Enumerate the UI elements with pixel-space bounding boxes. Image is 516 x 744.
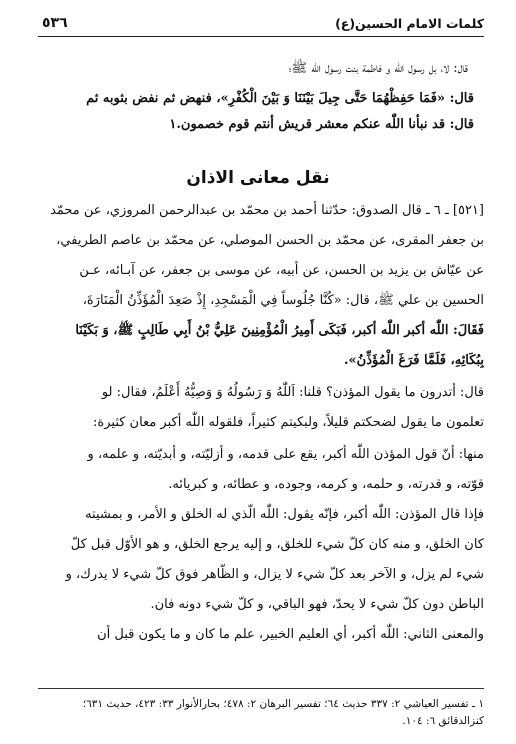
footnote-divider <box>38 688 484 689</box>
text-line: الحسين بن علي ﷺ، قال: «كُنَّا جُلُوساً فِي الْمَسْجِدِ، إِذْ صَعِدَ الْمُؤَذِّنُ الْمَنَارَةَ، <box>82 293 484 308</box>
text-line: فَقَالَ: اللّٰه أكبر اللّٰه أكبر، فَبَكَى أَمِيرُ الْمُؤْمِنِينَ عَلِيُّ بْنُ أَبِي طَالِبٍ ﷺ، وَ بَكَيْنَا <box>75 323 484 338</box>
text-line: شيء لم يزل، و الآخر بعد كلّ شيء لا يزال، و الظّاهر فوق كلّ شيء لا يدرك، و <box>65 567 484 582</box>
text-line: فإذا قال المؤذن: اللّٰه أكبر، فإنّه يقول: اللّٰه الّذي له الخلق و الأمر، و بمشيته <box>85 507 484 522</box>
section-heading: نقل معانى الاذان <box>186 168 330 188</box>
text-line: بِبُكَائِهِ، فَلَمَّا فَرَغَ الْمُؤَذِّنُ». <box>344 353 484 368</box>
text-line: منها: أنّ قول المؤذن اللّٰه أكبر، يقع على قدمه، و أزليّته، و أبديّته، و علمه، و <box>87 447 484 462</box>
text-line: قال: لا، بل رسول اللّٰه و فاطمة بنت رسول اللّٰه ﷺ؛ <box>288 61 468 76</box>
footnote-line: كنزالدقائق ٦: ١٠٤. <box>402 715 484 727</box>
text-line: قوّته، و قدرته، و حلمه، و كرمه، وجوده، و عطائه، و كبريائه. <box>168 477 484 492</box>
running-header <box>38 14 484 37</box>
text-line: كان الخلق، و منه كان كلّ شيء للخلق، و إليه يرجع الخلق، و هو الأوّل قبل كلّ <box>70 537 484 552</box>
text-line: والمعنى الثاني: اللّٰه أكبر، أي العليم الخبير، علم ما كان و ما يكون قبل أن <box>97 627 484 642</box>
text-line: تعلمون ما يقول لضحكتم قليلاً، ولبكيتم كثيراً، فلقوله اللّٰه أكبر معان كثيرة: <box>93 415 484 430</box>
book-title: كلمات الامام الحسين(ع) <box>335 16 484 31</box>
text-line: قال: قد نبأنا اللّٰه عنكم معشر قريش أنتم قوم خصمون.١ <box>169 117 474 132</box>
text-line: [٥٢١] ـ ٦ ـ قال الصدوق: حدّثنا أحمد بن محمّد بن عبدالرحمن المروزي، عن محمّد <box>50 203 484 218</box>
text-line: قال: أتدرون ما يقول المؤذن؟ قلنا: اَللّٰهُ وَ رَسُولُهُ وَ وَصِيُّهُ أَعْلَمُ، فقال: لو <box>101 385 484 400</box>
text-line: عن عيّاش بن يزيد بن الحسن، عن أبيه، عن موسى بن جعفر، عن آبـائه، عـن <box>79 263 484 278</box>
text-line: قال: «فَمَا حَفِظْهُمَا حَتَّى جِيلَ بَيْنَنَا وَ بَيْنَ الْكُفْرِ»، فنهض ثم نفض بثوبه ثم <box>86 91 474 106</box>
page-number: ٥٣٦ <box>42 15 68 31</box>
footnote-line: ١ ـ تفسير العياشي ٢: ٣٣٧ حديث ٦٤؛ تفسير البرهان ٢: ٤٧٨؛ بحارالأنوار ٣٣: ٤٢٣، حديث ٦٣١؛ <box>82 698 484 710</box>
text-line: بن جعفر المقرى، عن محمّد بن الحسن الموصلي، عن محمّد بن عاصم الطريفي، <box>56 233 484 248</box>
text-line: الباطن دون كلّ شيء لا يحدّ، فهو الباقي، و كلّ شيء دونه فان. <box>150 597 484 612</box>
